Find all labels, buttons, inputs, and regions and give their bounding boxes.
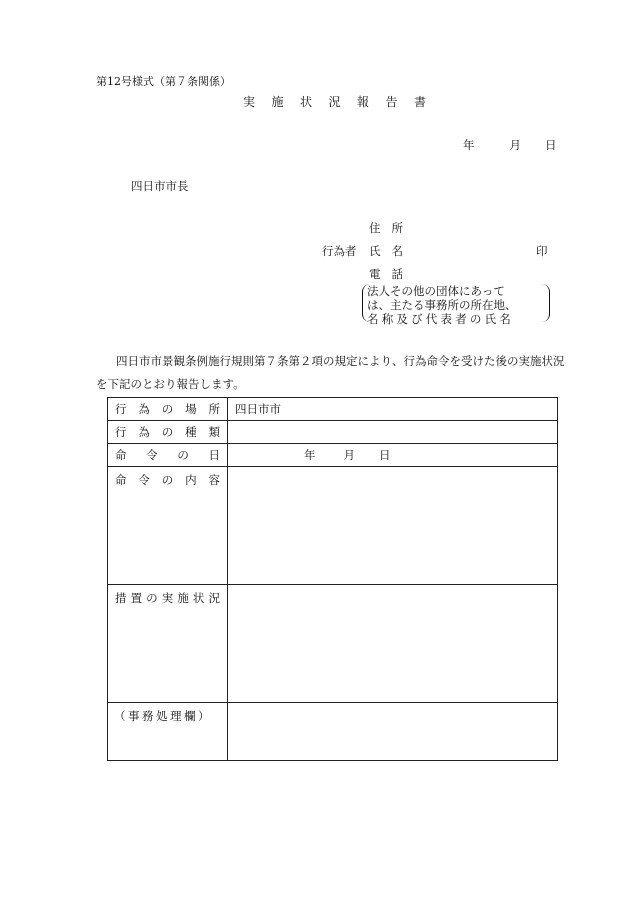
label-action-place: 行 為 の 場 所 (108, 398, 228, 421)
value-order-date[interactable]: 年 月 日 (228, 444, 558, 467)
date-month-label: 月 (509, 138, 521, 152)
addressee: 四日市市長 (131, 179, 189, 193)
label-office-use: （事務処理欄） (108, 703, 228, 761)
label-measure-status: 措 置 の 実 施 状 況 (108, 585, 228, 703)
value-order-content[interactable] (228, 467, 558, 585)
table-row (108, 467, 558, 585)
corporate-note-line: 名称及び代表者の氏名 (367, 312, 514, 326)
seal-label: 印 (536, 244, 548, 258)
value-office-use[interactable] (228, 703, 558, 761)
report-date (463, 137, 557, 153)
table-row (108, 421, 558, 444)
label-order-date: 命 令 の 日 (108, 444, 228, 467)
value-action-place[interactable]: 四日市市 (228, 398, 558, 421)
table-row (108, 585, 558, 703)
table-row (108, 398, 558, 421)
value-action-type[interactable] (228, 421, 558, 444)
document-title: 実施状況報告書 (243, 95, 443, 109)
table-row (108, 444, 558, 467)
actor-label: 行為者 (322, 244, 357, 258)
corporate-note-line: は、主たる事務所の所在地、 (367, 298, 517, 312)
table-row (108, 703, 558, 761)
report-table (107, 397, 558, 761)
form-number: 第12号様式（第７条関係） (96, 75, 231, 88)
value-measure-status[interactable] (228, 585, 558, 703)
date-day-label: 日 (545, 138, 557, 152)
phone-label: 電話 (369, 267, 414, 281)
address-label: 住所 (369, 221, 414, 235)
corporate-note (362, 284, 550, 326)
corporate-note-line: 法人その他の団体にあって (367, 284, 505, 298)
name-label: 氏名 (369, 244, 414, 258)
label-order-content: 命 令 の 内 容 (108, 467, 228, 585)
body-text: 四日市市景観条例施行規則第７条第２項の規定により、行為命令を受けた後の実施状況を下記のとおり報告します。 (96, 354, 565, 391)
label-action-type: 行 為 の 種 類 (108, 421, 228, 444)
date-year-label: 年 (463, 138, 475, 152)
